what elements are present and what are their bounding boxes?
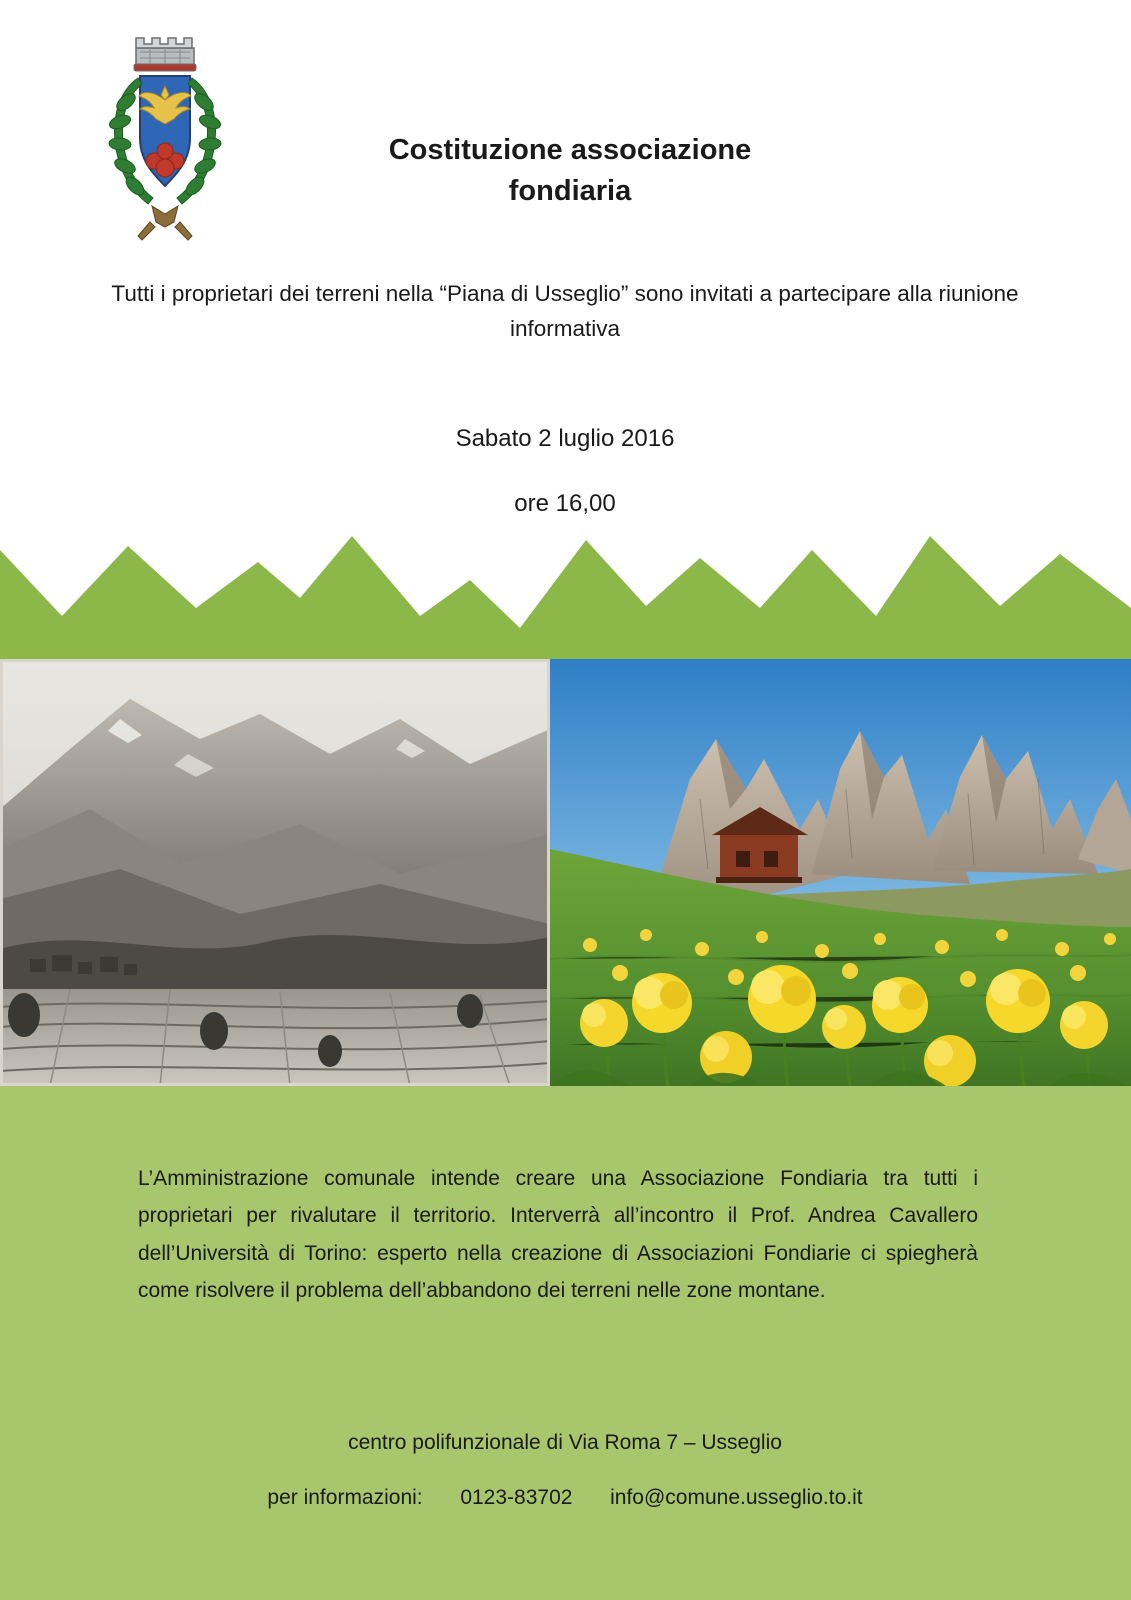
body-paragraph: L’Amministrazione comunale intende creare una Associazione Fondiaria tra tutti i proprietari per rivalutare il territorio. Interverrà all’incontro il Prof. Andrea Cavallero dell’Università di Torino: esperto nella creazione di Associazioni Fondiarie ci spiegherà come risolvere il problema dell’abbandono dei terreni nelle zone montane.: [138, 1167, 978, 1303]
contact-email[interactable]: info@comune.usseglio.to.it: [610, 1486, 863, 1509]
event-time: ore 16,00: [514, 490, 616, 517]
title-line-2: fondiaria: [508, 175, 632, 208]
alpine-meadow-photo: [550, 659, 1131, 1086]
contact-line: [100, 1486, 1030, 1510]
contact-phone: 0123-83702: [460, 1486, 573, 1509]
venue-line: centro polifunzionale di Via Roma 7 – Usseglio: [348, 1431, 782, 1454]
green-mountain-band: [0, 488, 1131, 660]
contact-label: per informazioni:: [267, 1486, 423, 1509]
title-line-1: Costituzione associazione: [388, 134, 752, 166]
event-date: Sabato 2 luglio 2016: [455, 425, 675, 452]
historic-valley-photo: [0, 659, 550, 1086]
poster-title: [140, 130, 1000, 212]
intro-paragraph: Tutti i proprietari dei terreni nella “Piana di Usseglio” sono invitati a partecipare alla riunione informativa: [111, 281, 1019, 341]
green-info-section: [0, 1086, 1131, 1600]
poster-header: [0, 0, 1131, 560]
photo-strip: [0, 659, 1131, 1086]
